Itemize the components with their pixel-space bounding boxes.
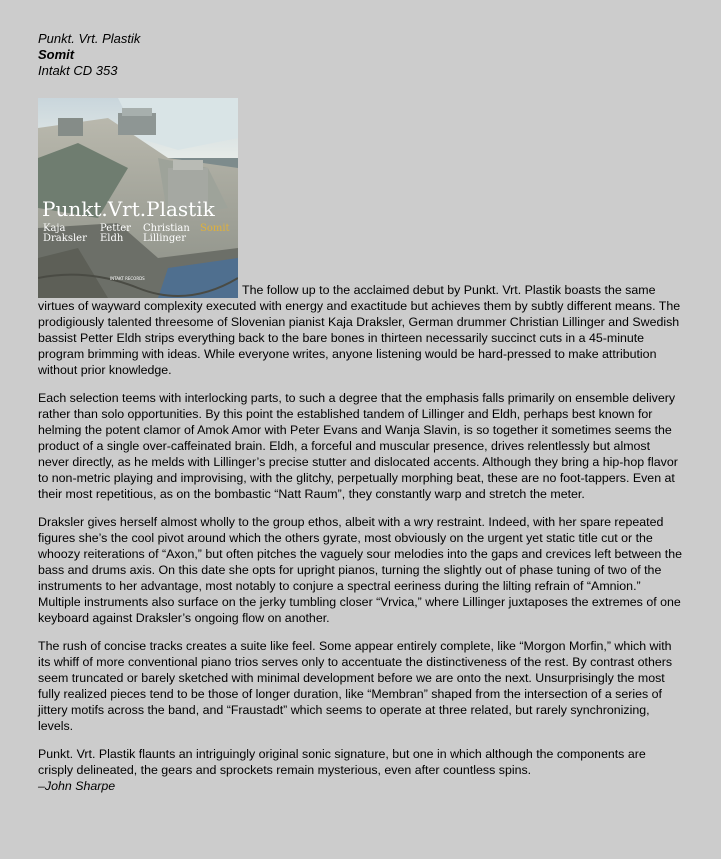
cover-member-1-first: Kaja [43, 223, 66, 234]
cover-label-logo: INTAKT RECORDS [110, 276, 145, 281]
paragraph-4: The rush of concise tracks creates a suite like feel. Some appear entirely complete, like “Morgon Morfin,” which with its whiff of more conventional piano trios serves only to accentuate the distinctiveness of the rest. By contrast others seem truncated or barely sketched with minimal development before we are onto the next. Unsurprisingly the most fully realized pieces tend to be those of longer duration, like “Membran” shaped from the intersection of a series of jittery motifs across the band, and “Fraustadt” which seems to operate at three related, but rarely synchronizing, levels. [38, 639, 673, 733]
paragraph-3: Draksler gives herself almost wholly to the group ethos, albeit with a wry restraint. Indeed, with her spare repeated figures she’s the cool pivot around which the others gyrate, most obviously on the urgent yet static title cut or the whoozy reiterations of “Axon,” but often pitches the vaguely sour melodies into the gaps and crevices left between the bass and drums axis. On this date she opts for upright pianos, turning the slightly out of phase tuning of two of the instruments to her advantage, most notably to conjure a spectral eeriness during the lilting refrain of “Amnion.” Multiple instruments also surface on the jerky tumbling closer “Vrvica,” where Lillinger juxtaposes the extremes of one keyboard against Draksler’s ongoing flow on another. [38, 515, 682, 625]
album-cover-image [38, 98, 238, 298]
cover-band-name: Punkt.Vrt.Plastik [42, 197, 215, 221]
album-title: Somit [38, 47, 75, 62]
cover-member-3-last: Lillinger [143, 233, 186, 244]
cover-member-1-last: Draksler [43, 233, 87, 244]
cover-album-title: Somit [200, 223, 230, 234]
paragraph-2: Each selection teems with interlocking parts, to such a degree that the emphasis falls primarily on ensemble delivery rather than solo opportunities. By this point the established tandem of Lillinger and Eldh, perhaps best known for helming the potent clamor of Amok Amor with Peter Evans and Wanja Slavin, is so together it sometimes seems the product of a single over-caffeinated brain. Eldh, a forceful and muscular presence, drives relentlessly but almost never directly, as he melds with Lillinger’s precise stutter and dislocated accents. Although they bring a hip-hop flavor to non-metric playing and improvising, with the glitchy, perpetually morphing beat, these are no foot-tappers. Even at their most repetitious, as on the bombastic “Natt Raum”, they constantly warp and stretch the meter. [38, 391, 678, 501]
author-signature: –John Sharpe [38, 779, 116, 793]
paragraph-1-text: The follow up to the acclaimed debut by Punkt. Vrt. Plastik boasts the same virtues of wayward complexity executed with energy and exactitude but achieves them by subtly different means. The prodigiously talented threesome of Slovenian pianist Kaja Draksler, German drummer Christian Lillinger and Swedish bassist Petter Eldh strips everything back to the bare bones in thirteen necessarily succinct cuts in a 45-minute program brimming with ideas. While everyone writes, anyone listening would be hard-pressed to make attribution without prior knowledge. [38, 283, 681, 377]
label-catalog: Intakt CD 353 [38, 63, 118, 78]
review-article [38, 98, 683, 794]
album-header [38, 31, 683, 79]
artist-name: Punkt. Vrt. Plastik [38, 31, 141, 46]
paragraph-5: Punkt. Vrt. Plastik flaunts an intriguingly original sonic signature, but one in which although the components are crisply delineated, the gears and sprockets remain mysterious, even after countless spins. [38, 747, 646, 777]
cover-member-2-last: Eldh [100, 233, 124, 244]
paragraph-1 [38, 98, 683, 378]
cover-member-2-first: Petter [100, 223, 131, 234]
cover-member-3-first: Christian [143, 223, 190, 234]
